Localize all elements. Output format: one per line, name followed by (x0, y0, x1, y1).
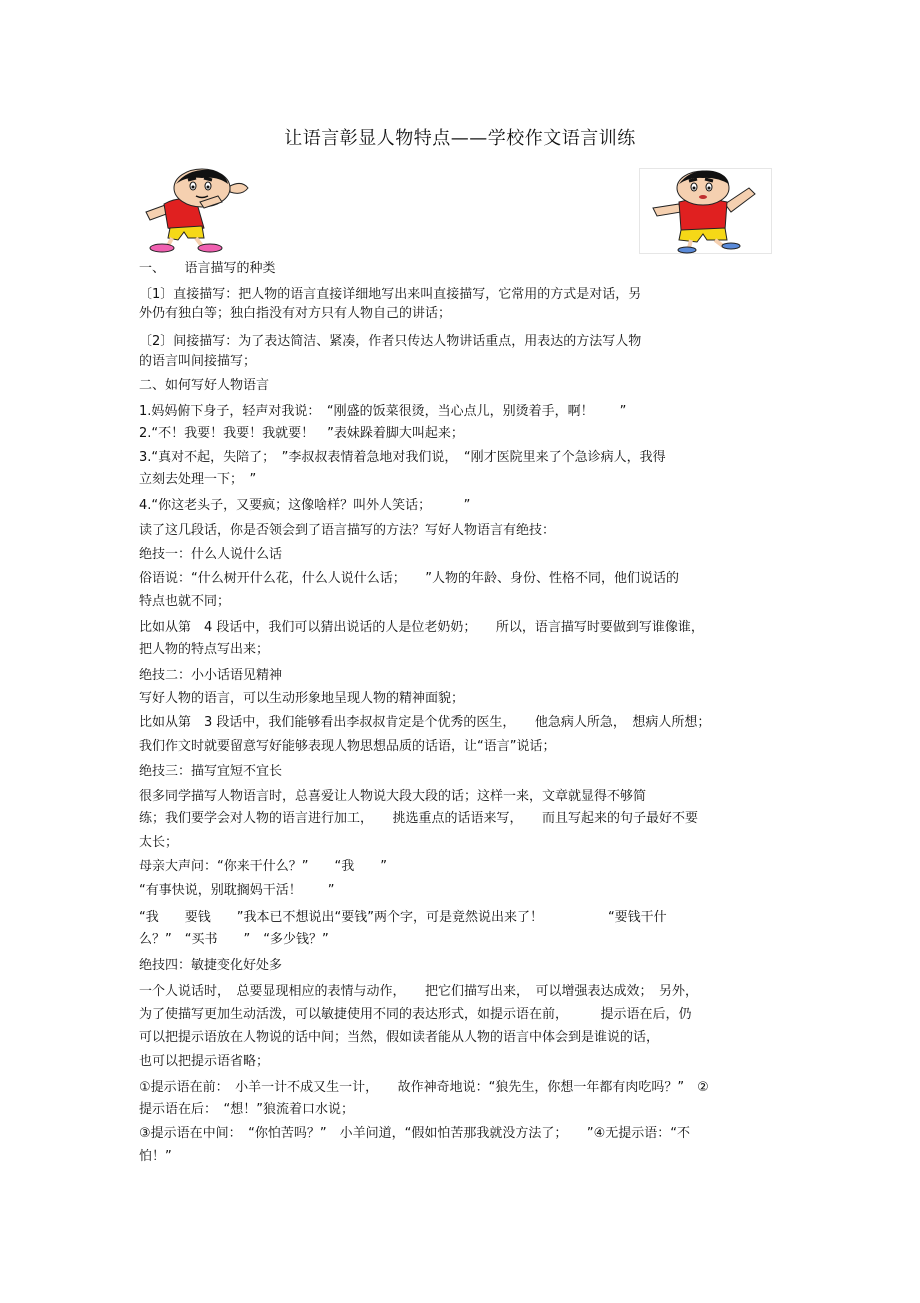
text-line: 练；我们要学会对人物的语言进行加工， 挑选重点的话语来写， 而且写起来的句子最好不要 (139, 811, 699, 826)
text-line: “有事快说，别耽搁妈干活！ ” (139, 883, 335, 898)
text-line: 么？” “买书 ” “多少钱？” (139, 932, 329, 947)
text-line: 也可以把提示语省略； (139, 1054, 270, 1069)
text-line: 写好人物的语言，可以生动形象地呈现人物的精神面貌； (139, 691, 465, 706)
text-line: 一、 语言描写的种类 (139, 261, 276, 276)
section-heading: 绝技三：描写宜短不宜长 (139, 764, 283, 779)
text-line: 读了这几段话，你是否领会到了语言描写的方法？写好人物语言有绝技： (139, 523, 556, 538)
text-line: 的语言叫间接描写； (139, 354, 257, 369)
text-line: ①提示语在前： 小羊一计不成又生一计， 故作神奇地说：“狼先生，你想一年都有肉吃吗？” ② (139, 1080, 709, 1095)
text-line: “我 要钱 ”我本已不想说出“要钱”两个字，可是竟然说出来了！ “要钱干什 (139, 910, 667, 925)
page-title: 让语言彰显人物特点——学校作文语言训练 (284, 128, 636, 149)
section-heading: 绝技一：什么人说什么话 (139, 547, 283, 562)
section-heading: 绝技二：小小话语见精神 (139, 668, 283, 683)
text-line: 很多同学描写人物语言时，总喜爱让人物说大段大段的话；这样一来，文章就显得不够简 (139, 789, 647, 804)
text-line: 3.“真对不起，失陪了； ”李叔叔表情着急地对我们说， “刚才医院里来了个急诊病人，我得 (139, 450, 666, 465)
text-line: 可以把提示语放在人物说的话中间；当然，假如读者能从人物的语言中体会到是谁说的话， (139, 1030, 660, 1045)
text-line: 特点也就不同； (139, 594, 231, 609)
text-line: 〔2〕间接描写：为了表达简洁、紧凑，作者只传达人物讲话重点，用表达的方法写人物 (139, 334, 642, 349)
text-line: 为了使描写更加生动活泼，可以敏捷使用不同的表达形式，如提示语在前， 提示语在后，仍 (139, 1007, 692, 1022)
text-line: 1.妈妈俯下身子，轻声对我说： “刚盛的饭菜很烫，当心点儿，别烫着手，啊！ ” (139, 404, 627, 419)
text-line: 把人物的特点写出来； (139, 642, 270, 657)
text-line: 怕！” (139, 1149, 172, 1164)
cartoon-boy-right-illustration (639, 168, 772, 254)
text-line: 俗语说：“什么树开什么花，什么人说什么话； ”人物的年龄、身份、性格不同，他们说话的 (139, 571, 679, 586)
text-line: 〔1〕直接描写：把人物的语言直接详细地写出来叫直接描写，它常用的方式是对话，另 (139, 287, 642, 302)
text-line: 太长； (139, 835, 179, 850)
section-heading: 绝技四：敏捷变化好处多 (139, 958, 283, 973)
text-line: 外仍有独白等；独白指没有对方只有人物自己的讲话； (139, 306, 452, 321)
text-line: 我们作文时就要留意写好能够表现人物思想品质的话语，让“语言”说话； (139, 739, 556, 754)
text-line: 比如从第 4 段话中，我们可以猜出说话的人是位老奶奶； 所以，语言描写时要做到写谁像谁， (139, 620, 704, 635)
text-line: 比如从第 3 段话中，我们能够看出李叔叔肯定是个优秀的医生， 他急病人所急， 想病人所想； (139, 715, 711, 730)
text-line: ③提示语在中间： “你怕苦吗？” 小羊问道，“假如怕苦那我就没方法了； ”④无提示语：“不 (139, 1126, 690, 1141)
text-line: 母亲大声问：“你来干什么？” “我 ” (139, 859, 387, 874)
cartoon-boy-left-illustration (138, 166, 264, 254)
text-line: 二、如何写好人物语言 (139, 378, 270, 393)
text-line: 提示语在后： “想！”狼流着口水说； (139, 1102, 354, 1117)
text-line: 2.“不！我要！我要！我就要！ ”表妹跺着脚大叫起来； (139, 426, 464, 441)
text-line: 4.“你这老头子，又要疯；这像啥样？叫外人笑话； ” (139, 498, 471, 513)
text-line: 一个人说话时， 总要显现相应的表情与动作， 把它们描写出来， 可以增强表达成效； 另外， (139, 984, 699, 999)
text-line: 立刻去处理一下； ” (139, 472, 257, 487)
